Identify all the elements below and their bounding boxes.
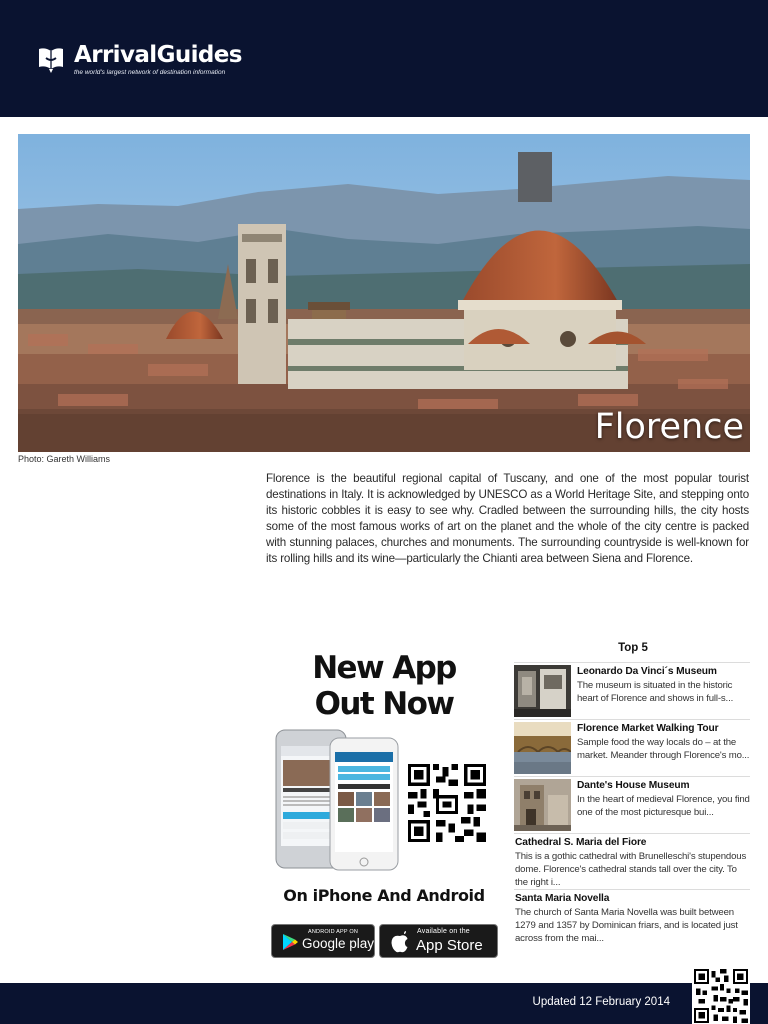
qr-code-icon	[694, 969, 748, 1023]
hero-image	[18, 134, 750, 452]
top5-item-desc: The museum is situated in the historic heart of Florence and shows in full-s...	[577, 680, 734, 704]
top5-item-desc: This is a gothic cathedral with Brunelleschi's stupendous dome. Florence's cathedral stands tall over the city. To the right i...	[515, 851, 747, 888]
footer-qr-code[interactable]	[692, 967, 750, 1024]
promo-subheadline: On iPhone And Android	[283, 886, 485, 905]
promo-headline-line1: New App	[312, 650, 456, 686]
google-play-badge[interactable]	[271, 924, 375, 958]
dante-house-thumbnail	[514, 779, 571, 831]
app-store-small-label: Available on the	[417, 928, 470, 935]
promo-headline	[268, 650, 500, 722]
hero-title: Florence	[594, 407, 744, 447]
top5-item[interactable]	[514, 833, 750, 889]
google-play-icon	[280, 932, 300, 952]
top5-item-desc: Sample food the way locals do – at the market. Meander through Florence's mo...	[577, 737, 750, 761]
top5-item-desc: In the heart of medieval Florence, you find one of the most picturesque bui...	[577, 794, 750, 818]
header	[0, 0, 768, 117]
app-store-label: App Store	[416, 937, 483, 954]
qr-code-icon[interactable]	[406, 764, 488, 842]
app-store-badge[interactable]	[379, 924, 498, 958]
apple-icon	[390, 931, 410, 953]
arrivalguides-logo[interactable]	[36, 42, 242, 76]
phones-illustration	[274, 726, 404, 874]
top5-item[interactable]	[514, 719, 750, 776]
google-play-label: Google play	[302, 936, 375, 951]
top5-item[interactable]	[514, 662, 750, 719]
photo-credit: Photo: Gareth Williams	[18, 454, 111, 464]
top5-section	[514, 642, 750, 945]
market-tour-thumbnail	[514, 722, 571, 774]
top5-item[interactable]	[514, 776, 750, 833]
top5-item-name: Leonardo Da Vinci´s Museum	[577, 666, 717, 677]
open-book-icon	[36, 44, 66, 74]
florence-skyline-photo	[18, 134, 750, 452]
top5-item-desc: The church of Santa Maria Novella was built between 1279 and 1357 by Dominican friars, and is located just across from the mai...	[515, 907, 738, 944]
top5-item-name: Santa Maria Novella	[515, 893, 610, 904]
promo-headline-line2: Out Now	[314, 686, 454, 722]
intro-paragraph: Florence is the beautiful regional capital of Tuscany, and one of the most popular tourist destinations in Italy. It is acknowledged by UNESCO as a World Heritage Site, and stepping onto its historic cobbles it is easy to see why. Cradled between the surrounding hills, the city hosts some of the most famous works of art on the planet and the whole of the city centre is packed with stunning palaces, churches and monuments. The surrounding countryside is well-known for its rolling hills and its wine—particularly the Chianti area between Siena and Florence.	[266, 472, 749, 565]
brand-tagline: the world's largest network of destination information	[74, 69, 226, 76]
museum-thumbnail	[514, 665, 571, 717]
top5-item[interactable]	[514, 889, 750, 945]
top5-item-name: Florence Market Walking Tour	[577, 723, 719, 734]
updated-date: Updated 12 February 2014	[532, 996, 670, 1008]
app-promo	[268, 650, 500, 962]
top5-title: Top 5	[618, 642, 648, 654]
brand-name: ArrivalGuides	[74, 42, 242, 68]
top5-item-name: Cathedral S. Maria del Fiore	[515, 837, 647, 848]
top5-item-name: Dante's House Museum	[577, 780, 690, 791]
google-play-small-label: ANDROID APP ON	[308, 929, 359, 935]
footer	[0, 983, 768, 1024]
